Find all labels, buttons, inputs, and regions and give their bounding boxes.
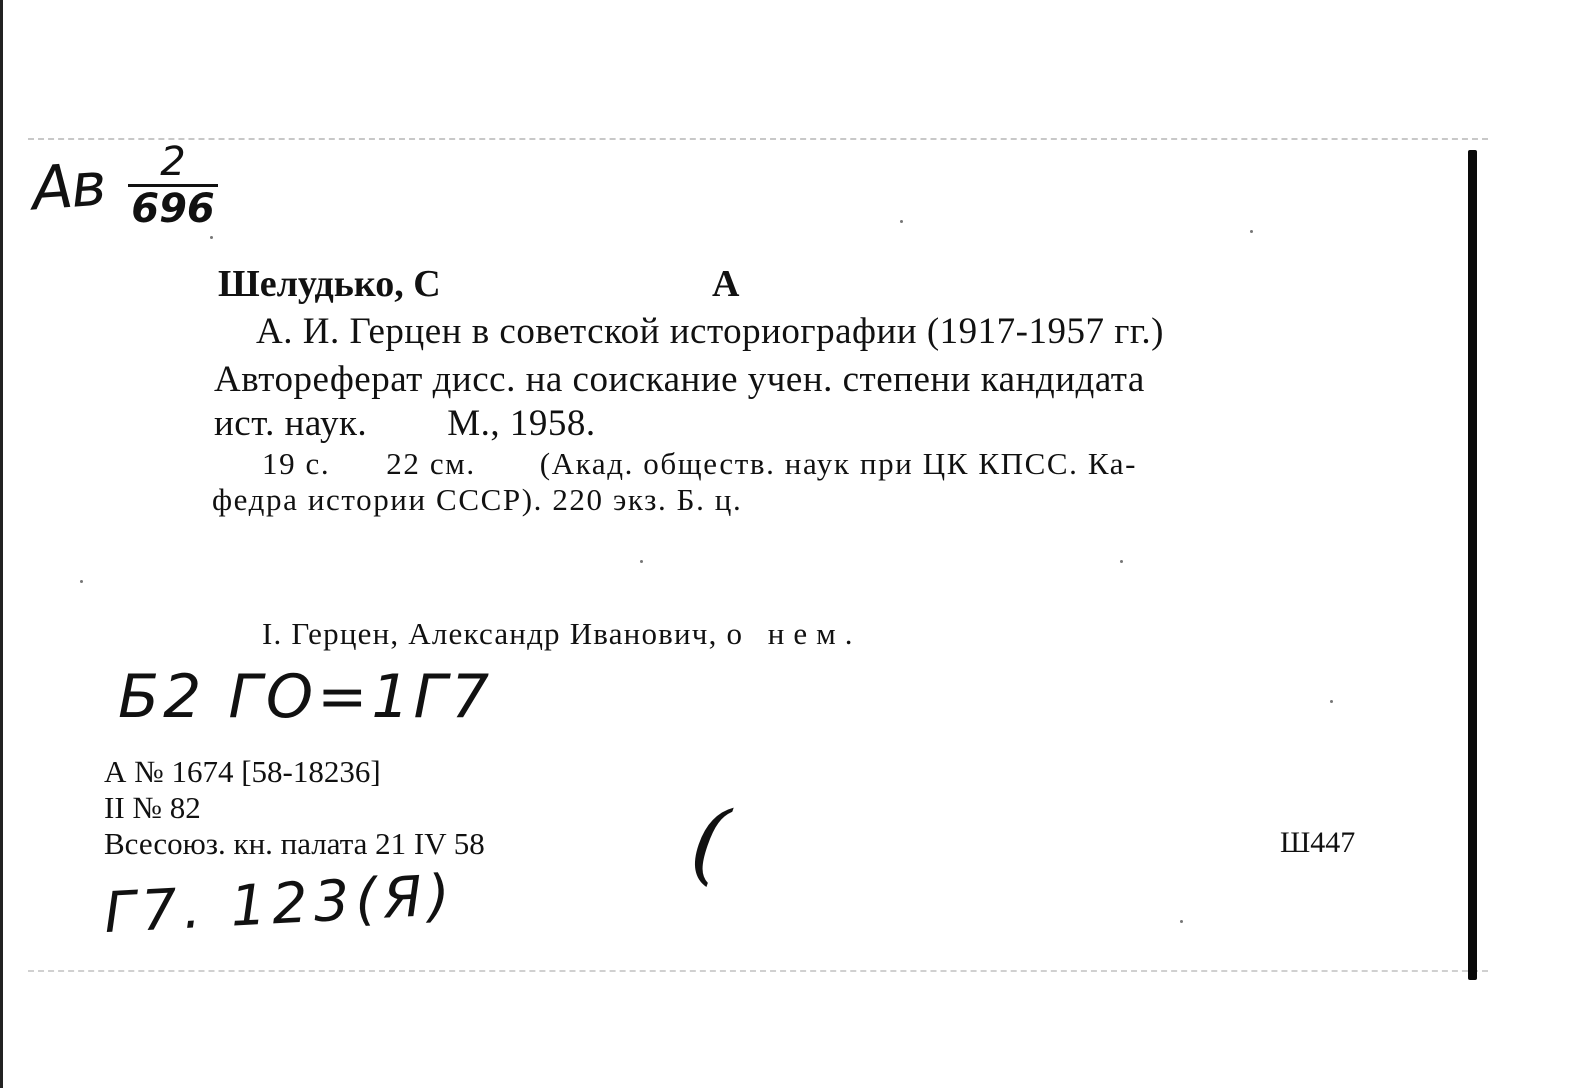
record-number-line: А № 1674 [58-18236] (104, 754, 381, 789)
chamber-line: Всесоюз. кн. палата 21 IV 58 (104, 826, 485, 861)
record-series-line: II № 82 (104, 790, 201, 825)
scan-speck (1180, 920, 1183, 923)
description-line-1 (262, 446, 1137, 482)
author-initial: А (712, 263, 740, 305)
scan-speck (900, 220, 903, 223)
title-line-3 (214, 402, 596, 445)
scan-speck (80, 580, 83, 583)
description-line-2: федра истории СССР). 220 экз. Б. ц. (212, 482, 743, 517)
shelfmark-prefix: Ав (29, 149, 107, 225)
subject-text: I. Герцен, Александр Иванович, (262, 616, 718, 651)
scan-speck (1330, 700, 1333, 703)
degree-field: ист. наук. (214, 403, 368, 444)
author-name: Шелудько, С (218, 263, 441, 305)
subject-heading (262, 616, 861, 652)
scan-speck (1250, 230, 1253, 233)
handwritten-paren: ( (684, 788, 735, 897)
subject-tail: о нем. (726, 616, 862, 651)
title-line-2: Автореферат дисс. на соискание учен. степени кандидата (214, 359, 1145, 400)
publisher-note: (Акад. обществ. наук при ЦК КПСС. Ка- (539, 446, 1137, 481)
scan-speck (210, 236, 213, 239)
scan-speck (1120, 560, 1123, 563)
card-code: Ш447 (1280, 826, 1356, 859)
shelfmark-numerator: 2 (128, 140, 218, 187)
scan-left-edge (0, 0, 3, 1088)
handwritten-class-code: Б2 ГО=1Г7 (118, 662, 494, 732)
scan-speck (640, 560, 643, 563)
imprint: М., 1958. (447, 403, 596, 444)
shelfmark-fraction (128, 140, 218, 231)
title-line-1: А. И. Герцен в советской историографии (1917-1957 гг.) (256, 311, 1164, 352)
book-size: 22 см. (386, 446, 476, 481)
card-right-edge (1468, 150, 1477, 980)
shelfmark-denominator: 696 (131, 186, 215, 232)
page-count: 19 с. (262, 446, 331, 481)
handwritten-bottom-class: Г7. 123(Я) (102, 862, 458, 947)
